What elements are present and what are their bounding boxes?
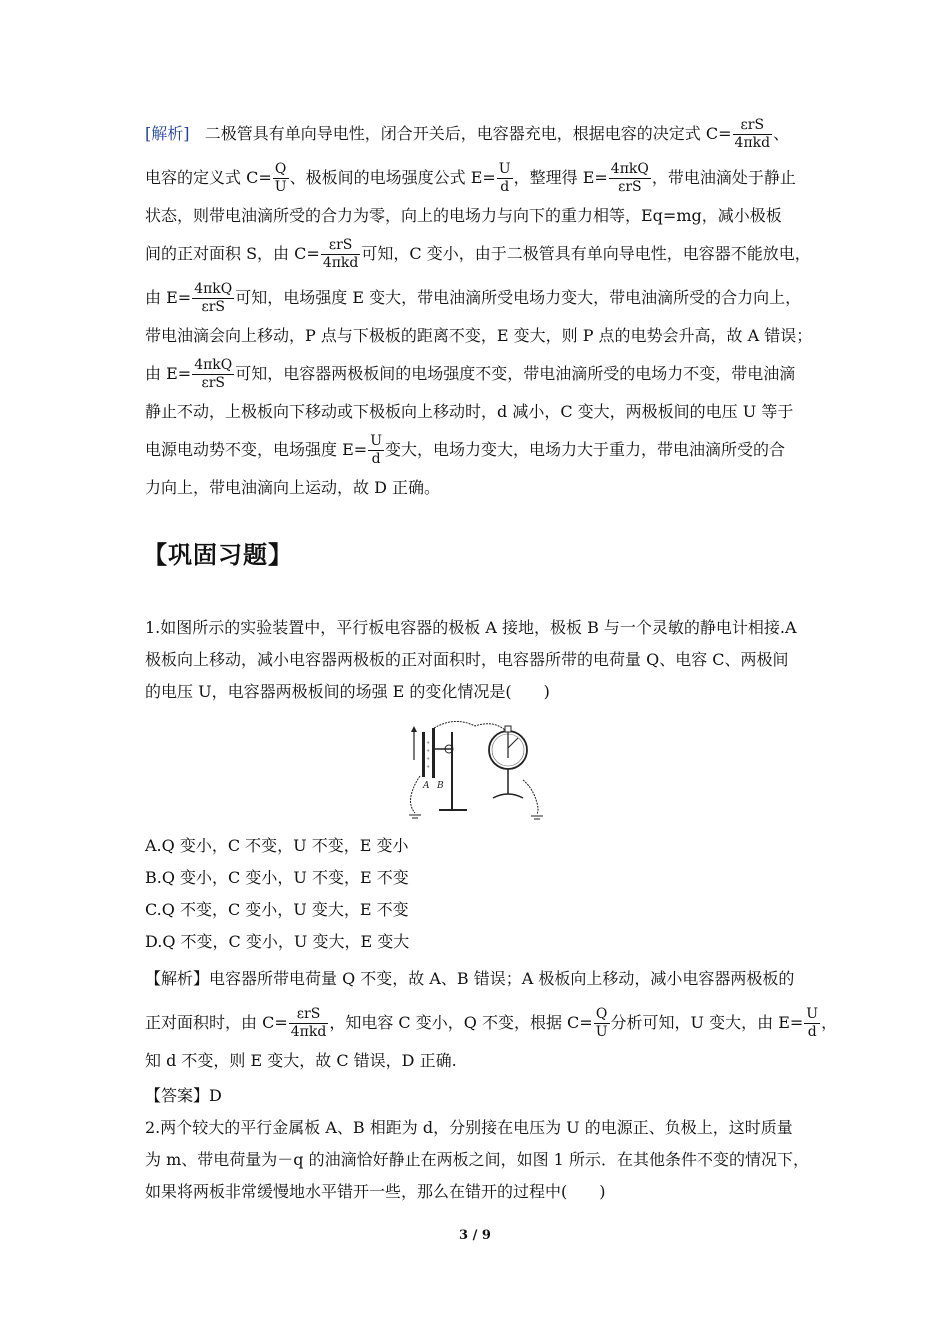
label-b: B — [437, 781, 444, 791]
analysis-line-1: [解析] 二极管具有单向导电性，闭合开关后，电容器充电，根据电容的决定式 C= $\frac{\text{εrS}}{\text{4πkd}}$ 、 — [145, 117, 790, 151]
fraction: $\frac{\text{εrS}}{\text{4πkd}}$ — [322, 237, 359, 271]
fraction: $\frac{Q}{U}$ — [595, 1006, 608, 1040]
analysis-line-8: 静止不动，上极板向下移动或下极板向上移动时，d 减小，C 变大，两极板间的电压 U 等于 — [145, 402, 794, 421]
option-b[interactable]: B.Q 变小，C 变小，U 不变，E 不变 — [145, 868, 409, 887]
analysis-tag: [解析] — [145, 124, 190, 143]
page-number: 3 / 9 — [459, 1228, 491, 1243]
analysis-line-3: 状态，则带电油滴所受的合力为零，向上的电场力与向下的重力相等，Eq=mg，减小极板 — [145, 206, 782, 225]
question-1-answer: 【答案】D — [145, 1086, 222, 1105]
fraction: $\frac{U}{d}$ — [498, 161, 511, 195]
analysis-line-2: 电容的定义式 C= $\frac{Q}{U}$ 、极板间的电场强度公式 E= $\frac{U}{d}$ ，整理得 E= $\frac{\text{4πkQ}}{\text{εrS}}$ ，带电油滴处于静止 — [145, 161, 796, 195]
analysis-paragraph — [145, 115, 813, 507]
question-1-analysis: 【解析】电容器所带电荷量 Q 不变，故 A、B 错误；A 极板向上移动，减小电容器两极板的 正对面积时，由 C= $\frac{\text{εrS}}{\text{4πkd}}$ ，知电容 C 变小，Q 不变，根据 C= $\frac{Q}{U}$ 分析可知，U 变大，由 E= $\frac{U}{d}$ ， 知 d 不变，则 E 变大，故 C 错误，D 正确. — [145, 969, 838, 1070]
option-a[interactable]: A.Q 变小，C 不变，U 不变，E 变小 — [145, 836, 409, 855]
fraction: $\frac{U}{d}$ — [806, 1006, 819, 1040]
analysis-line-9: 电源电动势不变，电场强度 E= $\frac{U}{d}$ 变大，电场力变大，电场力大于重力，带电油滴所受的合 — [145, 433, 786, 467]
analysis-line-6: 带电油滴会向上移动，P 点与下极板的距离不变，E 变大，则 P 点的电势会升高，故 A 错误； — [145, 326, 813, 345]
svg-text:+: + — [426, 748, 431, 754]
svg-text:+: + — [426, 756, 431, 762]
electrometer-apparatus-figure — [405, 718, 550, 826]
fraction: $\frac{\text{εrS}}{\text{4πkd}}$ — [290, 1006, 327, 1040]
section-heading: 【巩固习题】 — [143, 541, 293, 569]
question-1-options — [145, 830, 810, 958]
analysis-line-10: 力向上，带电油滴向上运动，故 D 正确。 — [145, 478, 441, 497]
fraction: $\frac{\text{4πkQ}}{\text{εrS}}$ — [194, 357, 233, 391]
label-a: A — [423, 781, 430, 791]
fraction: $\frac{Q}{U}$ — [274, 161, 287, 195]
fraction: $\frac{\text{4πkQ}}{\text{εrS}}$ — [610, 161, 649, 195]
question-2-stem: 2.两个较大的平行金属板 A、B 相距为 d，分别接在电压为 U 的电源正、负极上，这时质量 为 m、带电荷量为－q 的油滴恰好静止在两板之间，如图 1 所示．在其他条件不变的情况下， 如果将两板非常缓慢地水平错开一些，那么在错开的过程中( ) — [145, 1118, 809, 1201]
svg-text:+: + — [426, 740, 431, 746]
fraction: $\frac{U}{d}$ — [370, 433, 383, 467]
fraction: $\frac{\text{4πkQ}}{\text{εrS}}$ — [194, 281, 233, 315]
question-1-stem: 1.如图所示的实验装置中，平行板电容器的极板 A 接地，极板 B 与一个灵敏的静电计相接.A 极板向上移动，减小电容器两极板的正对面积时，电容器所带的电荷量 Q、电容 C、两极间 的电压 U，电容器两极板间的场强 E 的变化情况是( ) — [145, 618, 797, 701]
option-c[interactable]: C.Q 不变，C 变小，U 变大，E 不变 — [145, 900, 409, 919]
analysis-line-5: 由 E= $\frac{\text{4πkQ}}{\text{εrS}}$ 可知，电场强度 E 变大，带电油滴所受电场力变大，带电油滴所受的合力向上， — [145, 281, 802, 315]
analysis-line-4: 间的正对面积 S，由 C= $\frac{\text{εrS}}{\text{4πkd}}$ 可知，C 变小，由于二极管具有单向导电性，电容器不能放电， — [145, 237, 811, 271]
svg-text:+: + — [426, 764, 431, 770]
option-d[interactable]: D.Q 不变，C 变小，U 变大，E 变大 — [145, 932, 410, 951]
fraction: $\frac{\text{εrS}}{\text{4πkd}}$ — [734, 117, 771, 151]
analysis-line-7: 由 E= $\frac{\text{4πkQ}}{\text{εrS}}$ 可知，电容器两极板间的电场强度不变，带电油滴所受的电场力不变，带电油滴 — [145, 357, 796, 391]
